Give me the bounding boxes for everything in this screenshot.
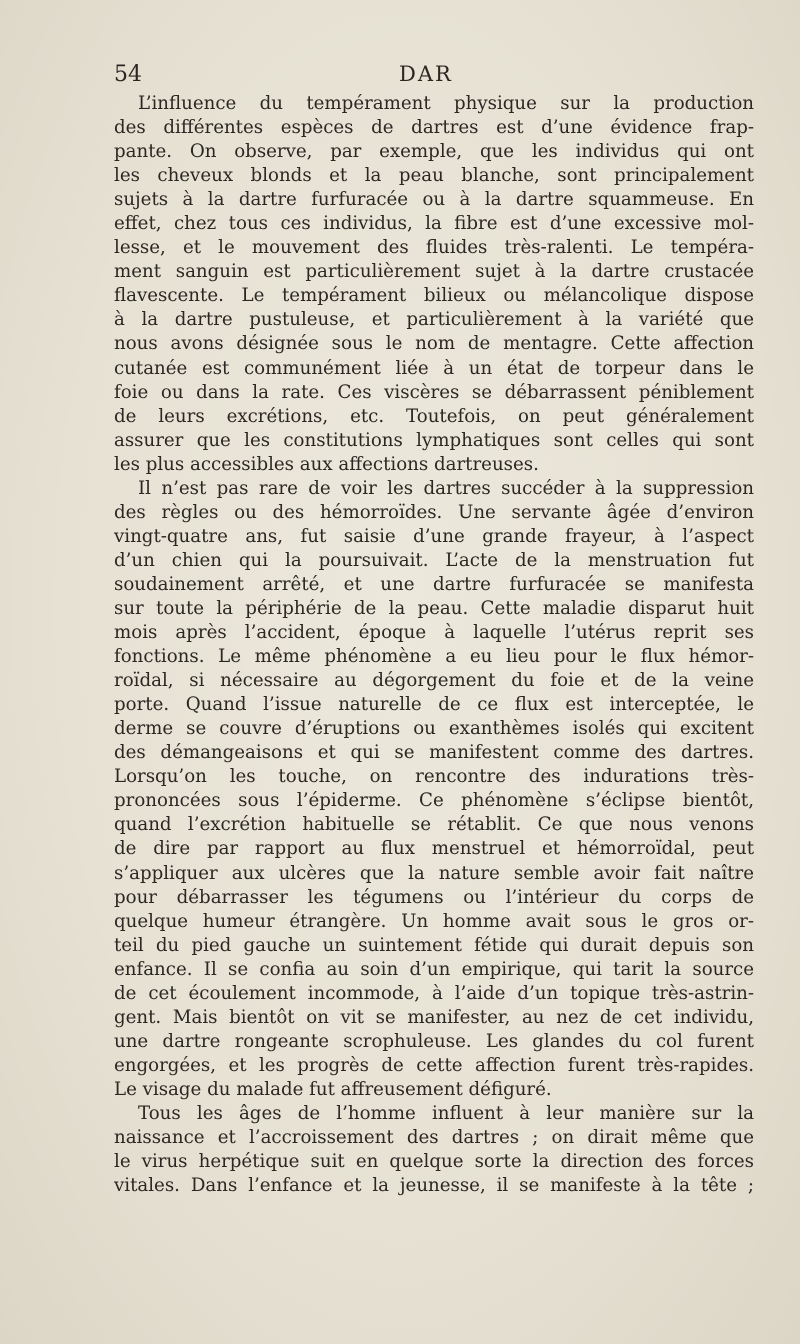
text-line: Lorsqu’on les touche, on rencontre des indurations très- [114, 766, 754, 788]
page-number: 54 [114, 62, 142, 87]
paragraph [114, 92, 754, 477]
text-line: gent. Mais bientôt on vit se manifester, au nez de cet individu, [114, 1006, 754, 1028]
text-line: pour débarrasser les tégumens ou l’intérieur du corps de [114, 886, 754, 908]
text-line: le virus herpétique suit en quelque sorte la direction des forces [114, 1151, 754, 1173]
text-line: vingt-quatre ans, fut saisie d’une grande frayeur, à l’aspect [114, 525, 754, 547]
text-line: mois après l’accident, époque à laquelle l’utérus reprit ses [114, 622, 754, 644]
text-line: lesse, et le mouvement des fluides très-ralenti. Le tempéra- [114, 237, 754, 259]
paragraph [114, 1102, 754, 1198]
text-line: soudainement arrêté, et une dartre furfuracée se manifesta [114, 573, 754, 595]
text-line: roïdal, si nécessaire au dégorgement du foie et de la veine [114, 670, 754, 692]
text-line: des démangeaisons et qui se manifestent comme des dartres. [114, 742, 754, 764]
text-line: vitales. Dans l’enfance et la jeunesse, il se manifeste à la tête ; [114, 1175, 754, 1197]
text-line: ment sanguin est particulièrement sujet à la dartre crustacée [114, 261, 754, 283]
text-line: prononcées sous l’épiderme. Ce phénomène s’éclipse bientôt, [114, 790, 754, 812]
page-header [114, 58, 754, 92]
text-line: les cheveux blonds et la peau blanche, sont principalement [114, 165, 754, 187]
text-line: L’influence du tempérament physique sur la production [138, 93, 754, 114]
text-line: de cet écoulement incommode, à l’aide d’un topique très-astrin- [114, 982, 754, 1004]
text-line: Tous les âges de l’homme influent à leur manière sur la [138, 1102, 754, 1124]
text-line: pante. On observe, par exemple, que les individus qui ont [114, 141, 754, 163]
text-line: de leurs excrétions, etc. Toutefois, on peut généralement [114, 405, 754, 427]
text-line: teil du pied gauche un suintement fétide qui durait depuis son [114, 934, 754, 956]
text-line: sujets à la dartre furfuracée ou à la dartre squammeuse. En [114, 189, 754, 211]
text-line: les plus accessibles aux affections dartreuses. [114, 453, 539, 475]
text-line: Il n’est pas rare de voir les dartres succéder à la suppression [138, 477, 754, 499]
text-line: Le visage du malade fut affreusement défiguré. [114, 1078, 552, 1100]
text-line: engorgées, et les progrès de cette affection furent très-rapides. [114, 1054, 754, 1076]
text-line: nous avons désignée sous le nom de mentagre. Cette affection [114, 333, 754, 355]
text-line: des différentes espèces de dartres est d’une évidence frap- [114, 117, 754, 139]
text-line: flavescente. Le tempérament bilieux ou mélancolique dispose [114, 285, 754, 307]
text-line: d’un chien qui la poursuivait. L’acte de la menstruation fut [114, 549, 754, 571]
text-line: naissance et l’accroissement des dartres ; on dirait même que [114, 1127, 754, 1149]
text-line: derme se couvre d’éruptions ou exanthèmes isolés qui excitent [114, 718, 754, 740]
body-text [114, 92, 754, 1198]
text-line: effet, chez tous ces individus, la fibre est d’une excessive mol- [114, 213, 754, 235]
text-line: s’appliquer aux ulcères que la nature semble avoir fait naître [114, 862, 754, 884]
text-line: à la dartre pustuleuse, et particulièrement à la variété que [114, 309, 754, 331]
text-line: de dire par rapport au flux menstruel et hémorroïdal, peut [114, 838, 754, 860]
text-line: quand l’excrétion habituelle se rétablit. Ce que nous venons [114, 814, 754, 836]
text-line: cutanée est communément liée à un état de torpeur dans le [114, 357, 754, 379]
text-line: quelque humeur étrangère. Un homme avait sous le gros or- [114, 910, 754, 932]
text-line: foie ou dans la rate. Ces viscères se débarrassent péniblement [114, 381, 754, 403]
running-head: DAR [399, 62, 453, 86]
text-line: des règles ou des hémorroïdes. Une servante âgée d’environ [114, 501, 754, 523]
paragraph [114, 477, 754, 1102]
text-line: porte. Quand l’issue naturelle de ce flux est interceptée, le [114, 694, 754, 716]
text-line: assurer que les constitutions lymphatiques sont celles qui sont [114, 429, 754, 451]
text-line: sur toute la périphérie de la peau. Cette maladie disparut huit [114, 597, 754, 619]
text-line: enfance. Il se confia au soin d’un empirique, qui tarit la source [114, 958, 754, 980]
text-line: une dartre rongeante scrophuleuse. Les glandes du col furent [114, 1030, 754, 1052]
text-line: fonctions. Le même phénomène a eu lieu pour le flux hémor- [114, 646, 754, 668]
